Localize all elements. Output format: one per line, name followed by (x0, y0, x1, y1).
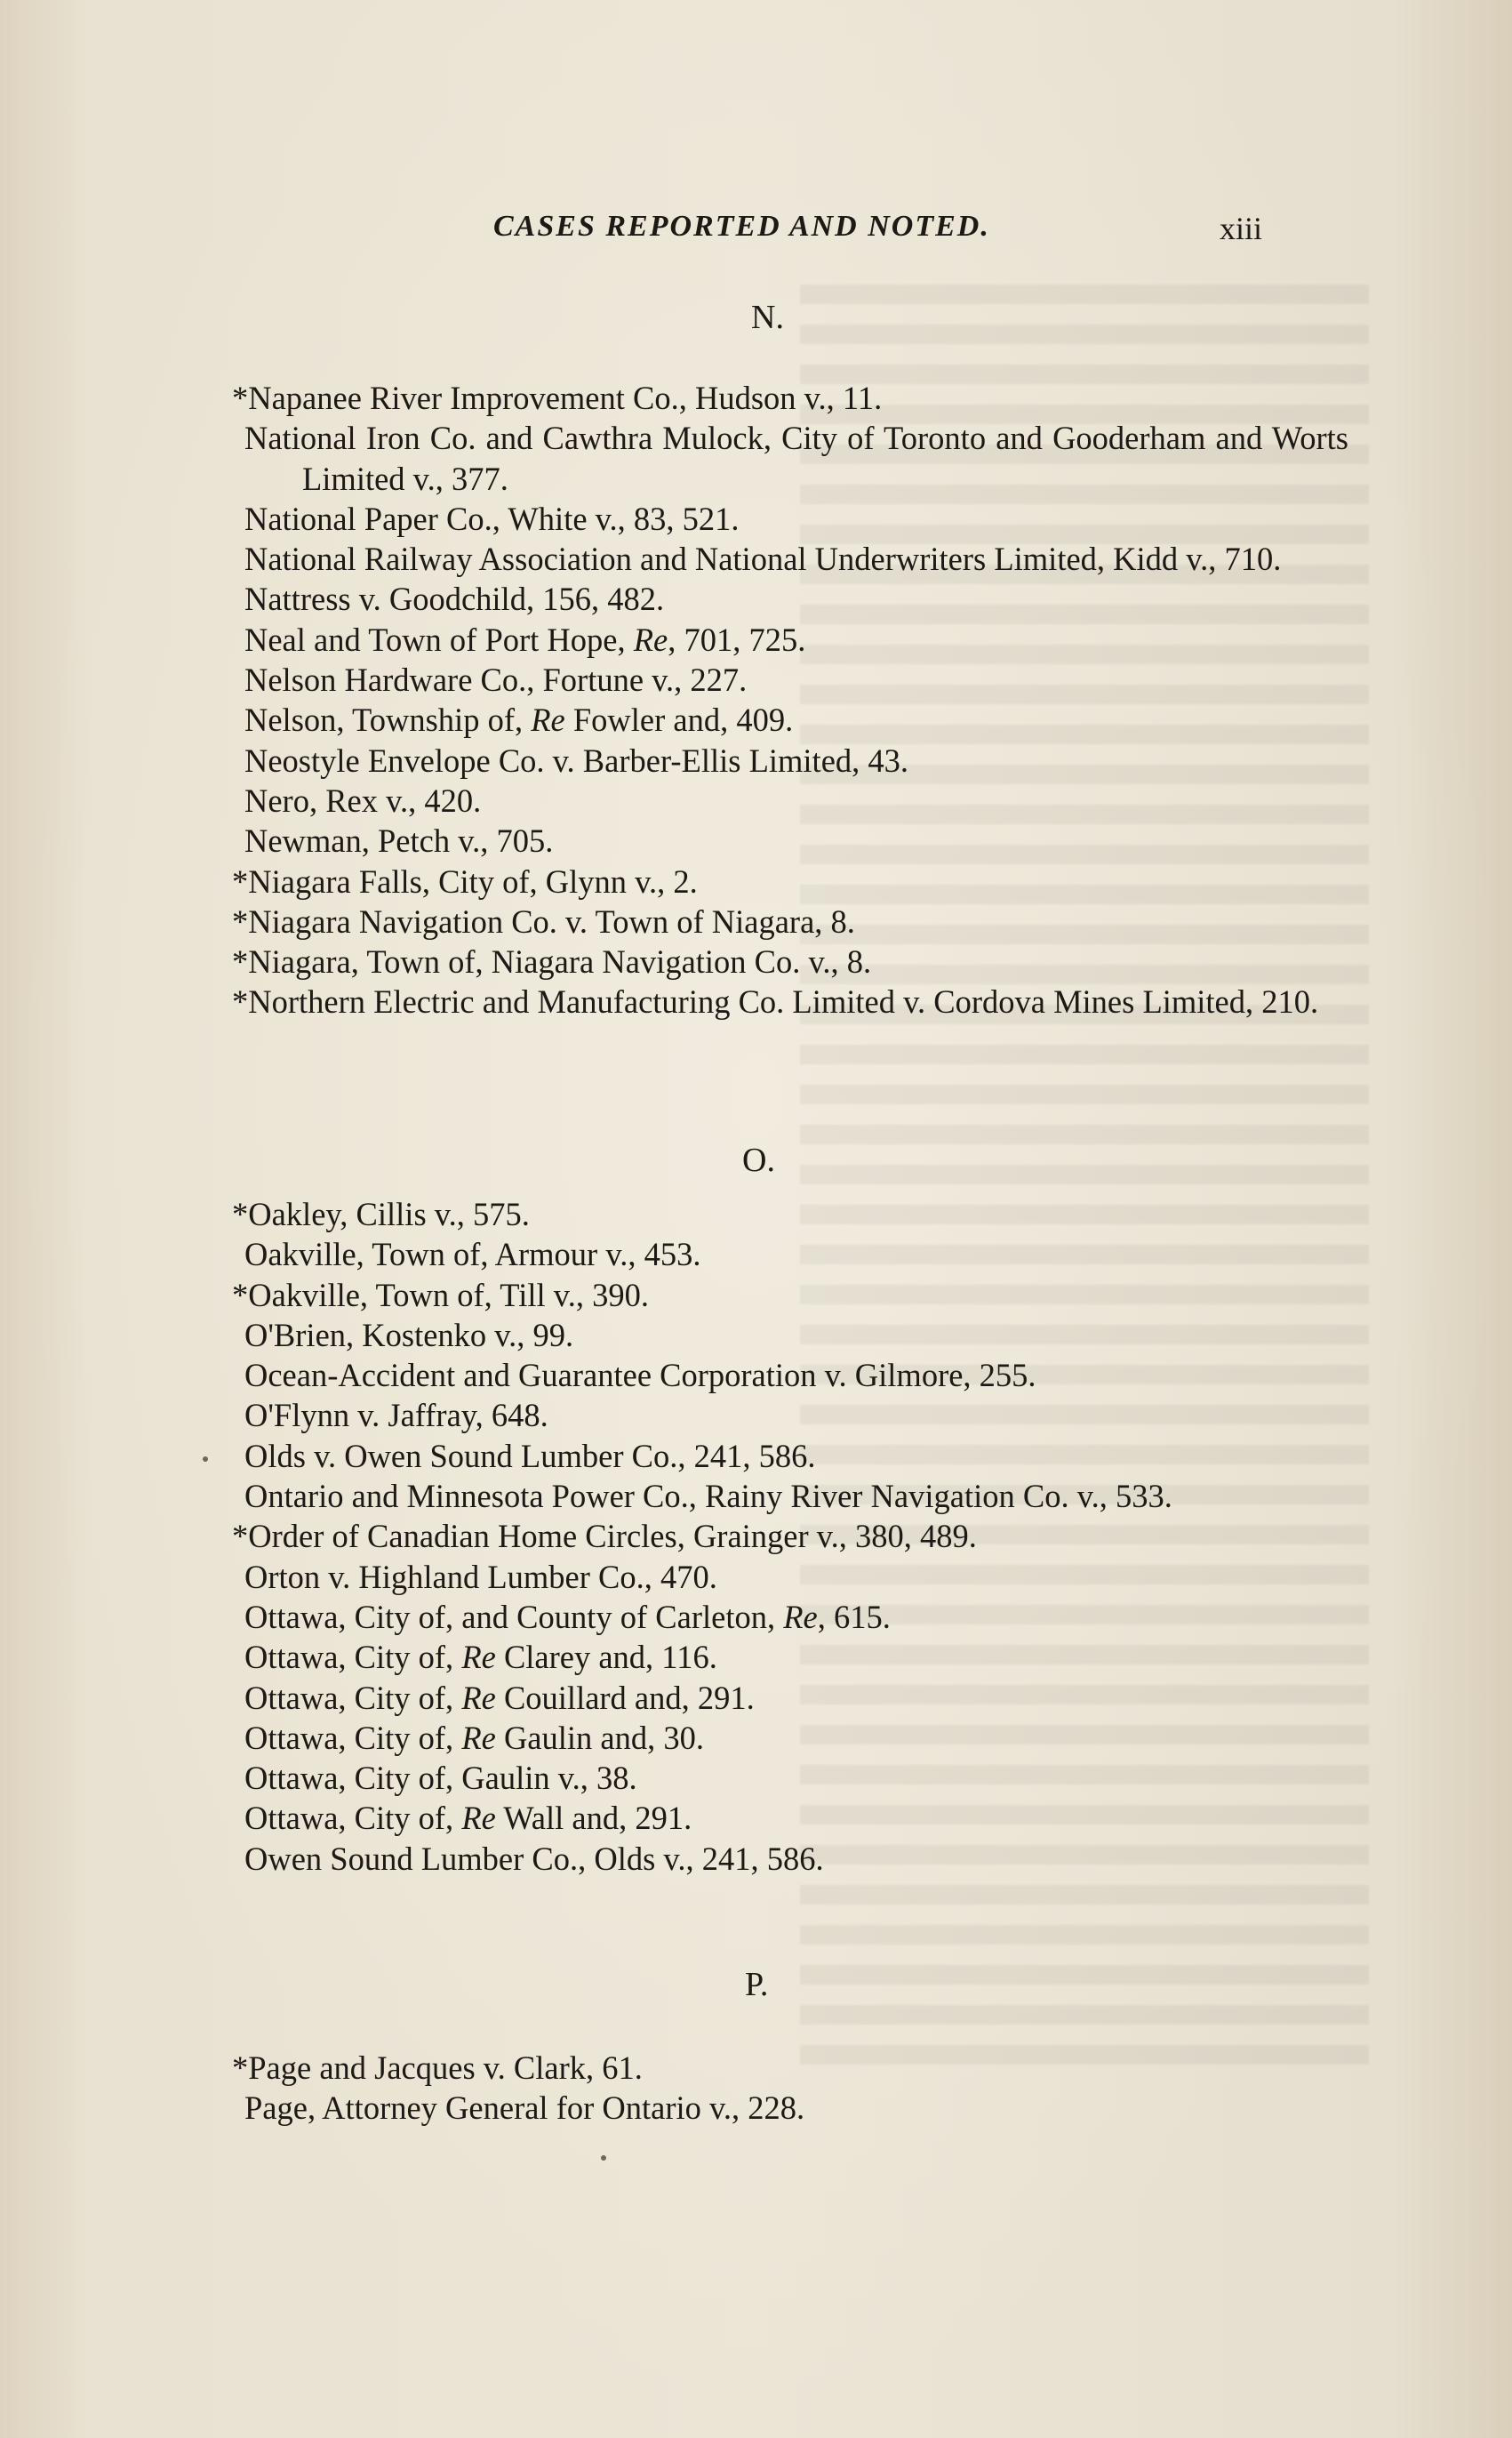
index-entry: Ottawa, City of, Gaulin v., 38. (244, 1760, 637, 1797)
index-entry: Ottawa, City of, Re Couillard and, 291. (244, 1679, 755, 1716)
index-entry: Nero, Rex v., 420. (244, 782, 482, 819)
section-heading-o: O. (742, 1142, 775, 1179)
index-entry: *Niagara Navigation Co. v. Town of Niagara, 8. (232, 902, 855, 940)
index-entry: *Northern Electric and Manufacturing Co. Limited v. Cordova Mines Limited, 210. (232, 983, 1319, 1021)
index-entry: O'Flynn v. Jaffray, 648. (244, 1397, 548, 1434)
entry-list-p (0, 2048, 1512, 2129)
index-entry: Nattress v. Goodchild, 156, 482. (244, 581, 665, 618)
section-heading-n: N. (751, 299, 784, 336)
specks (601, 2155, 606, 2161)
index-entry: *Niagara Falls, City of, Glynn v., 2. (232, 862, 698, 900)
index-entry: Olds v. Owen Sound Lumber Co., 241, 586. (244, 1437, 816, 1474)
index-entry: Ocean-Accident and Guarantee Corporation v. Gilmore, 255. (244, 1357, 1036, 1394)
index-entry: *Niagara, Town of, Niagara Navigation Co. v., 8. (232, 943, 872, 981)
index-entry: Owen Sound Lumber Co., Olds v., 241, 586. (244, 1840, 824, 1877)
entry-list-o (0, 1194, 1512, 1879)
index-entry: *Page and Jacques v. Clark, 61. (232, 2049, 643, 2086)
index-entry: Orton v. Highland Lumber Co., 470. (244, 1558, 717, 1595)
section-heading-p: P. (745, 1966, 769, 2003)
running-title: CASES REPORTED AND NOTED. (493, 210, 990, 243)
index-entry: Newman, Petch v., 705. (244, 822, 554, 860)
index-entry: Ontario and Minnesota Power Co., Rainy River Navigation Co. v., 533. (244, 1478, 1172, 1515)
index-entry: O'Brien, Kostenko v., 99. (244, 1316, 574, 1353)
page-header (0, 210, 1512, 254)
index-entry: *Oakville, Town of, Till v., 390. (232, 1276, 649, 1313)
index-entry: Ottawa, City of, and County of Carleton, Re, 615. (244, 1598, 891, 1635)
page-number: xiii (1220, 211, 1263, 246)
index-entry: Nelson, Township of, Re Fowler and, 409. (244, 702, 794, 739)
specks (203, 1456, 208, 1462)
index-entry: Ottawa, City of, Re Clarey and, 116. (244, 1639, 717, 1676)
index-entry: *Order of Canadian Home Circles, Grainger v., 380, 489. (232, 1518, 977, 1555)
index-entry: National Railway Association and National Underwriters Limited, Kidd v., 710. (244, 541, 1282, 578)
index-entry: National Paper Co., White v., 83, 521. (244, 500, 740, 537)
index-entry: Neal and Town of Port Hope, Re, 701, 725. (244, 621, 806, 658)
index-entry: Page, Attorney General for Ontario v., 228. (244, 2089, 805, 2127)
index-entry: Nelson Hardware Co., Fortune v., 227. (244, 662, 748, 699)
entry-list-n (0, 378, 1512, 1023)
index-entry: National Iron Co. and Cawthra Mulock, City of Toronto and Gooderham and Worts Limited v., 377. (244, 420, 1348, 497)
index-entry: Ottawa, City of, Re Gaulin and, 30. (244, 1719, 704, 1756)
index-entry: *Napanee River Improvement Co., Hudson v., 11. (232, 380, 883, 416)
index-entry: Oakville, Town of, Armour v., 453. (244, 1236, 701, 1273)
index-entry: *Oakley, Cillis v., 575. (232, 1196, 530, 1232)
index-entry: Neostyle Envelope Co. v. Barber-Ellis Limited, 43. (244, 742, 909, 779)
index-entry: Ottawa, City of, Re Wall and, 291. (244, 1800, 692, 1837)
